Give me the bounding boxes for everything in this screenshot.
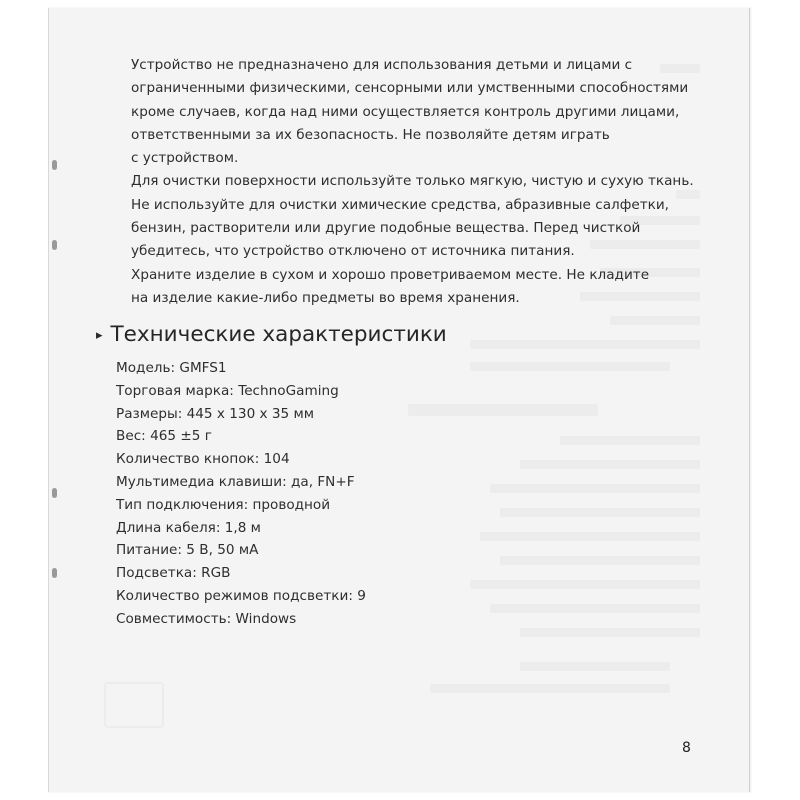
intro-line: Для очистки поверхности используйте только мягкую, чистую и сухую ткань. [131,173,694,190]
binding-hole [52,160,57,170]
spec-item: Количество кнопок: 104 [116,451,290,468]
binding-hole [52,240,57,250]
spec-item: Тип подключения: проводной [116,496,331,513]
intro-line: ответственными за их безопасность. Не позволяйте детям играть [131,126,610,143]
spec-item: Размеры: 445 х 130 х 35 мм [116,405,315,422]
spec-item: Питание: 5 В, 50 мА [116,542,259,559]
spec-item: Длина кабеля: 1,8 м [116,519,261,536]
binding-hole [52,568,57,578]
intro-line: Устройство не предназначено для использования детьми и лицами с [131,57,633,73]
spec-item: Торговая марка: TechnoGaming [116,382,339,399]
section-title: Технические характеристики [110,322,447,347]
intro-line: убедитесь, что устройство отключено от источника питания. [131,243,575,260]
intro-line: с устройством. [131,150,239,167]
intro-line: Храните изделие в сухом и хорошо проветриваемом месте. Не кладите [131,266,650,283]
intro-line: на изделие какие-либо предметы во время хранения. [131,289,520,306]
spec-item: Совместимость: Windows [116,610,297,627]
intro-text [131,54,711,310]
spec-item: Количество режимов подсветки: 9 [116,587,366,604]
triangle-bullet-icon: ▸ [96,328,103,343]
page-number: 8 [682,740,691,756]
intro-line: бензин, растворители или другие подобные вещества. Перед чисткой [131,220,641,237]
spec-list [116,357,366,631]
spec-item: Подсветка: RGB [116,565,231,582]
intro-line: Не используйте для очистки химические средства, абразивные салфетки, [131,196,669,213]
section-heading [96,322,447,347]
spec-item: Мультимедиа клавиши: да, FN+F [116,473,355,490]
spec-item: Модель: GMFS1 [116,360,227,376]
binding-hole [52,488,57,498]
intro-line: ограниченными физическими, сенсорными или умственными способностями [131,80,689,97]
spec-item: Вес: 465 ±5 г [116,428,212,445]
intro-line: кроме случаев, когда над ними осуществляется контроль другими лицами, [131,103,680,120]
